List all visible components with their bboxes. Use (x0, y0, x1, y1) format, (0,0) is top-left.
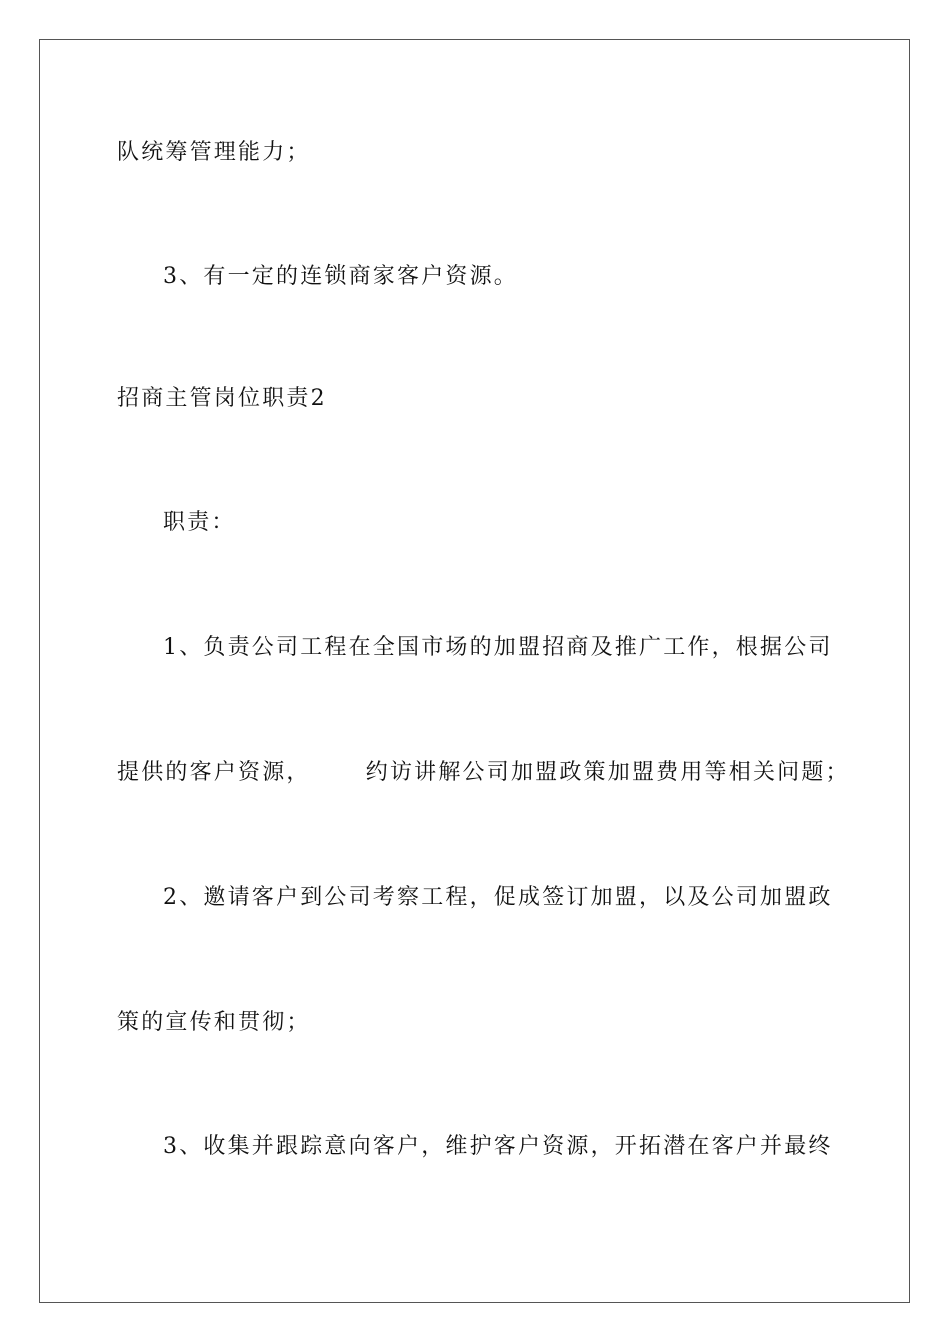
section-heading: 招商主管岗位职责2 (117, 386, 327, 411)
page-frame (39, 39, 910, 1303)
text-line-1: 队统筹管理能力； (117, 140, 311, 165)
text-line-7: 策的宣传和贯彻； (117, 1010, 311, 1035)
text-line-5: 提供的客户资源， 约访讲解公司加盟政策加盟费用等相关问题； (117, 760, 850, 785)
text-line-2: 3、有一定的连锁商家客户资源。 (163, 264, 518, 289)
text-line-8: 3、收集并跟踪意向客户，维护客户资源，开拓潜在客户并最终 (163, 1134, 833, 1159)
text-line-4: 1、负责公司工程在全国市场的加盟招商及推广工作，根据公司 (163, 635, 833, 660)
text-line-3: 职责： (163, 510, 236, 535)
text-line-6: 2、邀请客户到公司考察工程，促成签订加盟，以及公司加盟政 (163, 885, 833, 910)
